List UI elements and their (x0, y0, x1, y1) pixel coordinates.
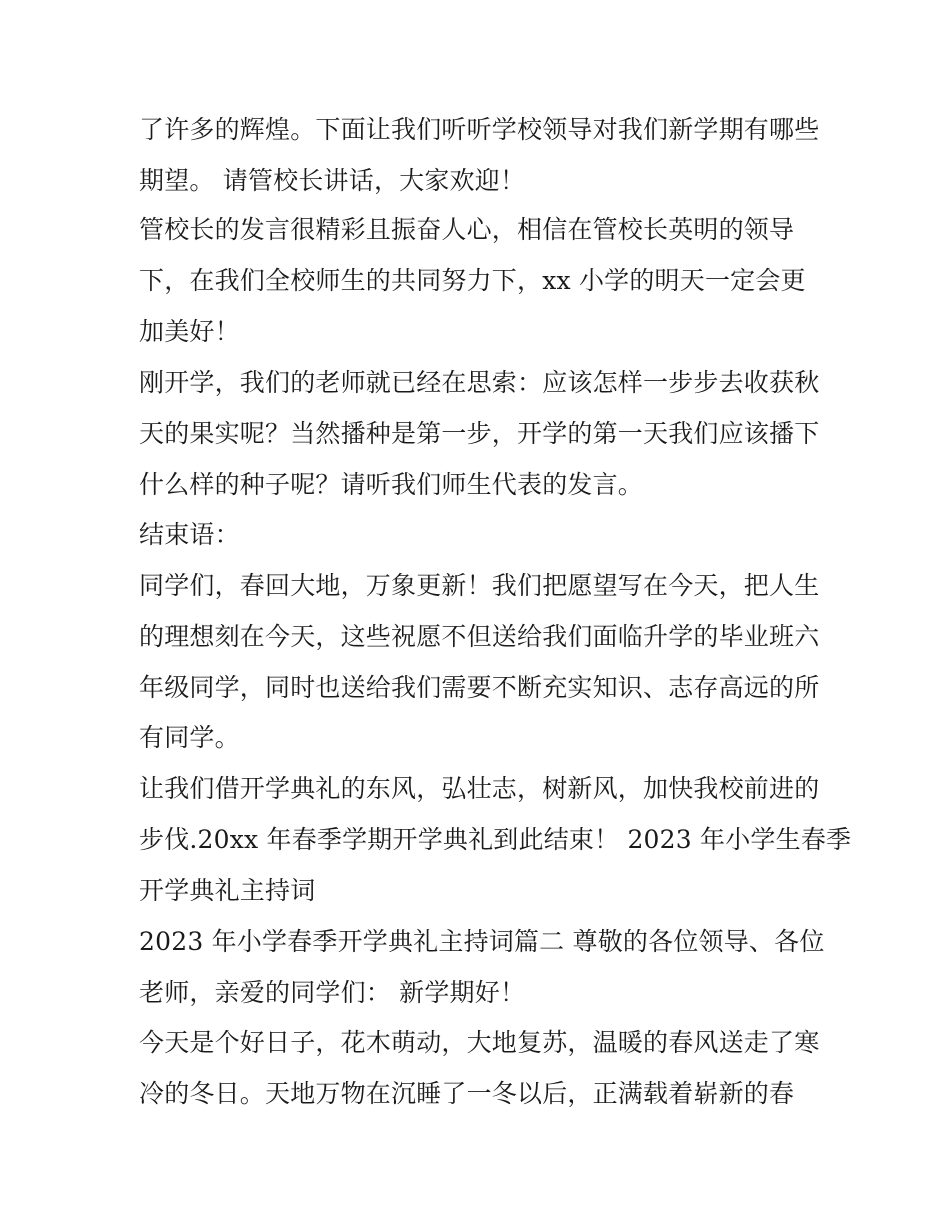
text-line: 的理想刻在今天，这些祝愿不但送给我们面临升学的毕业班六 (139, 622, 820, 651)
text-line: 有同学。 (139, 723, 240, 752)
text-line: 冷的冬日。天地万物在沉睡了一冬以后，正满载着崭新的春 (139, 1079, 795, 1108)
text-line: 年级同学，同时也送给我们需要不断充实知识、志存高远的所 (139, 673, 820, 702)
text-line: 步伐.20xx 年春季学期开学典礼到此结束！ 2023 年小学生春季 (139, 825, 852, 854)
text-line: 天的果实呢？当然播种是第一步，开学的第一天我们应该播下 (139, 419, 820, 448)
text-line: 老师，亲爱的同学们： 新学期好！ (139, 978, 526, 1007)
text-line: 刚开学，我们的老师就已经在思索：应该怎样一步步去收获秋 (139, 368, 820, 397)
text-line: 开学典礼主持词 (139, 876, 316, 905)
text-line: 加美好！ (139, 317, 240, 346)
text-line: 结束语： (139, 520, 240, 549)
text-line: 下，在我们全校师生的共同努力下，xx 小学的明天一定会更 (139, 266, 806, 295)
text-line: 同学们，春回大地，万象更新！我们把愿望写在今天，把人生 (139, 571, 820, 600)
text-line: 了许多的辉煌。下面让我们听听学校领导对我们新学期有哪些 (139, 115, 820, 144)
text-line: 管校长的发言很精彩且振奋人心，相信在管校长英明的领导 (139, 215, 795, 244)
text-line: 让我们借开学典礼的东风，弘壮志，树新风，加快我校前进的 (139, 774, 820, 803)
text-line: 期望。 请管校长讲话，大家欢迎！ (139, 166, 526, 195)
text-line: 今天是个好日子，花木萌动，大地复苏，温暖的春风送走了寒 (139, 1028, 820, 1057)
text-line: 什么样的种子呢？请听我们师生代表的发言。 (139, 470, 644, 499)
text-line: 2023 年小学春季开学典礼主持词篇二 尊敬的各位领导、各位 (139, 927, 825, 956)
